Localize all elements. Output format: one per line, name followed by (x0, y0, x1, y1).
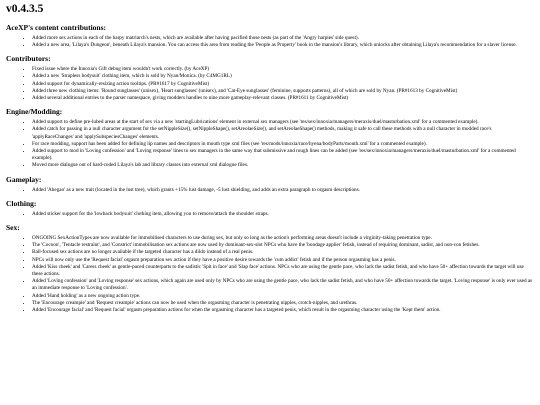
section-heading: Sex: (6, 223, 20, 233)
list-item: • For race modding, support has been added for defining lip names and descriptors in mouth type xml files (see 'res/mods/innoxia/race/hyena/bodyParts/mouth.xml' for a commented example). (32, 141, 534, 148)
section-heading: Contributors: (6, 54, 51, 64)
list-item: • Added support to mod in 'Loving confession' and 'Loving response' lines to sex managers in the same way that submissive and rough lines can be added (see 'res/sex/innoxia/managers/meraxis/duel/masturbation.xml' for a commented example). (32, 148, 534, 162)
section-list (6, 187, 534, 194)
section-heading: AceXP's content contributions: (6, 22, 106, 32)
section-heading: Engine/Modding: (6, 107, 63, 117)
list-item: • Fixed issue where the Innoxia's Gift debug item wouldn't work correctly. (by AceXP) (32, 66, 534, 73)
section-list (6, 211, 534, 218)
section-list (6, 35, 534, 49)
list-item: • Added three new clothing items: 'Round sunglasses' (unisex), 'Heart sunglasses' (unisex), and 'Cat-Eye sunglasses' (feminine, supports patterns), all of which are sold by Nyan. (PR#1613 by CognitiveMist) (32, 88, 534, 95)
section-list (6, 235, 534, 314)
list-item: • Ball-focused sex actions are no longer available if the targeted character has a dildo instead of a real penis. (32, 249, 534, 256)
list-item: • Added 'Ahegao' as a new trait (located in the lust tree), which grants +15% lust damage, -5 lust shielding, and adds an extra paragraph to orgasm descriptions. (32, 187, 534, 194)
list-item: • Added a new 'Strapless bodysuit' clothing item, which is sold by Nyan/Monica. (by C4MG1RL) (32, 73, 534, 80)
section-list (6, 66, 534, 102)
list-item: • Added sticker support for the 'lowback bodysuit' clothing item, allowing you to remove/attach the shoulder straps. (32, 211, 534, 218)
list-item: • Added 'Loving confession' and 'Loving response' sex actions, which again are used only by NPCs who are using the gentle pace, who lack the sadist fetish, and who have 50+ affection towards the target. 'Loving response' is only ever used as an immediate response to 'Loving confession'. (32, 278, 534, 292)
list-item: • The 'Cocoon', 'Tentacle restraint', and 'Constrict' immobilisation sex actions are now used by dominant-sex-slot NPCs who have the 'bondage applier' fetish, instead of requiring dominant, sadist, and non-con fetishes. (32, 242, 534, 249)
list-item: • Added a new area, 'Lilaya's Dungeon', beneath Lilaya's mansion. You can access this area from reading the 'People as Property' book in the mansion's library, which unlocks after obtaining Lilaya's recommendation for a slaver license. (32, 42, 534, 49)
version-title: v0.4.3.5 (6, 3, 44, 15)
list-item: • Moved more dialogue out of hard-coded Lilaya's lab and library classes into external xml dialogue files. (32, 162, 534, 169)
list-item: • Added 'Kiss cheek' and 'Caress cheek' as gentle-paced counterparts to the sadistic 'Spit in face' and 'Slap face' actions. NPCs who are using the gentle pace, who lack the sadist fetish, and who have 50+ affection towards the target will use these actions. (32, 264, 534, 278)
section-heading: Gameplay: (6, 174, 42, 184)
list-item: • Added 'Encourage facial' and 'Request facial' orgasm preparation actions for when the orgasming character has a targeted penis, which result in the orgasming character using the 'Kept them' action. (32, 307, 534, 314)
list-item: • ONGOING SexActionTypes are now available for immobilised characters to use during sex, but only so long as the action's performing areas doesn't include a virginity-taking penetration type. (32, 235, 534, 242)
changelog-sections (6, 23, 534, 314)
list-item: • Added support for dynamically-resizing action tooltips. (PR#1617 by CognitiveMist) (32, 81, 534, 88)
list-item: • The 'Encourage creampie' and 'Request creampie' actions can now be used when the orgasming character is penetrating nipples, crotch-nipples, and urethras. (32, 300, 534, 307)
list-item: • Added 'Hand holding' as a new ongoing action type. (32, 293, 534, 300)
list-item: • NPCs will now only use the 'Request facial' orgasm preparation sex action if they have a positive desire towards the 'cum addict' fetish and if the person orgasming has a penis. (32, 257, 534, 264)
list-item: • Added catch for passing in a null character argument for the setNippleSize(), setNippleShape(), setAreolaeSize(), and setAreolaeShape() methods, making it safe to call these methods with a null character in modded race's 'applyRaceChanges' and 'applySubspeciesChanges' elements. (32, 126, 534, 140)
list-item: • Added several additional entries to the parser namespace, giving modders handles to nine more gameplay-relevant classes. (PR#1611 by CognitiveMist) (32, 95, 534, 102)
list-item: • Added more sex actions in each of the harpy matriarch's nests, which are available after having pacified those nests (as part of the 'Angry harpies' side quest). (32, 35, 534, 42)
section-list (6, 119, 534, 169)
section-heading: Clothing: (6, 198, 37, 208)
list-item: • Added support to define pre-lubed areas at the start of sex via a new 'startingLubrications' element in external sex managers (see 'res/sex/innoxia/managers/meraxis/duel/masturbation.xml' for a commented example). (32, 119, 534, 126)
